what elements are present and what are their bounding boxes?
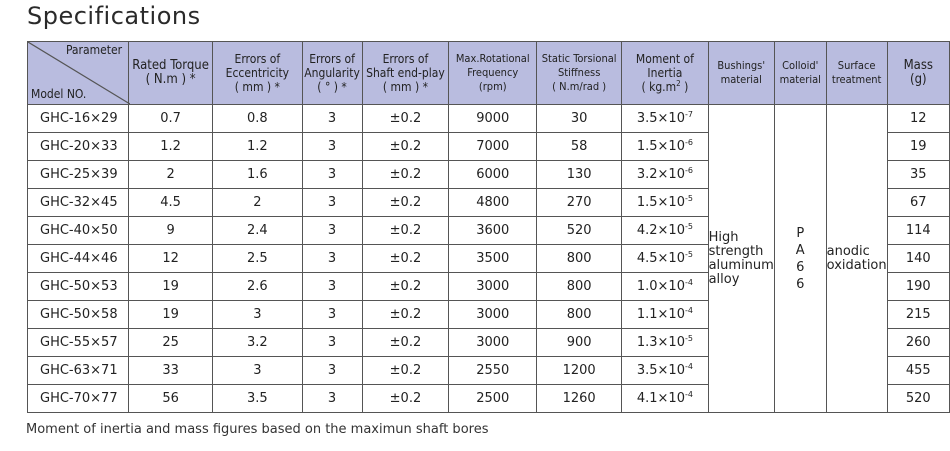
- eccentricity-cell: 2.4: [213, 217, 302, 245]
- header-rated-torque: Rated Torque ( N.m ) *: [129, 42, 213, 105]
- stiffness-cell: 520: [537, 217, 622, 245]
- stiffness-cell: 58: [537, 133, 622, 161]
- angularity-cell: 3: [302, 329, 362, 357]
- torque-cell: 56: [129, 385, 213, 413]
- end-play-cell: ±0.2: [362, 301, 449, 329]
- mass-cell: 190: [887, 273, 949, 301]
- header-shaft-end-play: Errors of Shaft end-play ( mm ) *: [362, 42, 449, 105]
- end-play-cell: ±0.2: [362, 189, 449, 217]
- frequency-cell: 2550: [449, 357, 537, 385]
- header-model-parameter: [28, 42, 129, 105]
- inertia-cell: $1.1\times 10^{-4}$: [622, 301, 708, 329]
- stiffness-cell: 1200: [537, 357, 622, 385]
- bushing-material-cell: High strength aluminum alloy: [708, 105, 774, 413]
- frequency-cell: 2500: [449, 385, 537, 413]
- angularity-cell: 3: [302, 105, 362, 133]
- header-angularity: Errors of Angularity ( ° ) *: [302, 42, 362, 105]
- eccentricity-cell: 3.2: [213, 329, 302, 357]
- frequency-cell: 3600: [449, 217, 537, 245]
- model-cell: GHC-25×39: [28, 161, 129, 189]
- eccentricity-cell: 3: [213, 301, 302, 329]
- model-cell: GHC-70×77: [28, 385, 129, 413]
- angularity-cell: 3: [302, 301, 362, 329]
- model-cell: GHC-40×50: [28, 217, 129, 245]
- inertia-cell: $1.3\times 10^{-5}$: [622, 329, 708, 357]
- eccentricity-cell: 1.2: [213, 133, 302, 161]
- mass-cell: 67: [887, 189, 949, 217]
- frequency-cell: 3000: [449, 301, 537, 329]
- header-stiffness: Static Torsional Stiffness ( N.m/rad ): [537, 42, 622, 105]
- model-cell: GHC-32×45: [28, 189, 129, 217]
- stiffness-cell: 800: [537, 273, 622, 301]
- inertia-cell: $1.0\times 10^{-4}$: [622, 273, 708, 301]
- end-play-cell: ±0.2: [362, 385, 449, 413]
- mass-cell: 35: [887, 161, 949, 189]
- model-cell: GHC-44×46: [28, 245, 129, 273]
- colloid-material-cell: P A 6 6: [774, 105, 826, 413]
- angularity-cell: 3: [302, 217, 362, 245]
- eccentricity-cell: 1.6: [213, 161, 302, 189]
- torque-cell: 1.2: [129, 133, 213, 161]
- frequency-cell: 9000: [449, 105, 537, 133]
- end-play-cell: ±0.2: [362, 273, 449, 301]
- stiffness-cell: 800: [537, 245, 622, 273]
- frequency-cell: 4800: [449, 189, 537, 217]
- angularity-cell: 3: [302, 357, 362, 385]
- mass-cell: 215: [887, 301, 949, 329]
- frequency-cell: 3500: [449, 245, 537, 273]
- frequency-cell: 3000: [449, 273, 537, 301]
- mass-cell: 455: [887, 357, 949, 385]
- stiffness-cell: 1260: [537, 385, 622, 413]
- stiffness-cell: 30: [537, 105, 622, 133]
- eccentricity-cell: 2.6: [213, 273, 302, 301]
- eccentricity-cell: 3.5: [213, 385, 302, 413]
- mass-cell: 520: [887, 385, 949, 413]
- footnote: Moment of inertia and mass figures based on the maximun shaft bores: [26, 422, 489, 437]
- header-parameter-label: Parameter: [65, 43, 123, 57]
- inertia-cell: $4.5\times 10^{-5}$: [622, 245, 708, 273]
- end-play-cell: ±0.2: [362, 329, 449, 357]
- frequency-cell: 7000: [449, 133, 537, 161]
- end-play-cell: ±0.2: [362, 245, 449, 273]
- model-cell: GHC-50×58: [28, 301, 129, 329]
- header-mass: Mass (g): [887, 42, 949, 105]
- page-title: Specifications: [27, 2, 201, 30]
- specifications-table: [27, 41, 950, 413]
- torque-cell: 19: [129, 273, 213, 301]
- model-cell: GHC-55×57: [28, 329, 129, 357]
- inertia-cell: $1.5\times 10^{-5}$: [622, 189, 708, 217]
- mass-cell: 140: [887, 245, 949, 273]
- inertia-cell: $4.1\times 10^{-4}$: [622, 385, 708, 413]
- mass-cell: 19: [887, 133, 949, 161]
- model-cell: GHC-16×29: [28, 105, 129, 133]
- model-cell: GHC-50×53: [28, 273, 129, 301]
- frequency-cell: 3000: [449, 329, 537, 357]
- header-eccentricity: Errors of Eccentricity ( mm ) *: [213, 42, 302, 105]
- inertia-cell: $3.2\times 10^{-6}$: [622, 161, 708, 189]
- angularity-cell: 3: [302, 385, 362, 413]
- mass-cell: 114: [887, 217, 949, 245]
- angularity-cell: 3: [302, 273, 362, 301]
- surface-treatment-cell: anodic oxidation: [826, 105, 887, 413]
- header-moment-of-inertia: Moment of Inertia ( $kg.m^2$ ): [622, 42, 708, 105]
- inertia-cell: $1.5\times 10^{-6}$: [622, 133, 708, 161]
- eccentricity-cell: 2.5: [213, 245, 302, 273]
- end-play-cell: ±0.2: [362, 133, 449, 161]
- model-cell: GHC-63×71: [28, 357, 129, 385]
- end-play-cell: ±0.2: [362, 161, 449, 189]
- angularity-cell: 3: [302, 189, 362, 217]
- inertia-cell: $3.5\times 10^{-4}$: [622, 357, 708, 385]
- mass-cell: 12: [887, 105, 949, 133]
- inertia-cell: $3.5\times 10^{-7}$: [622, 105, 708, 133]
- torque-cell: 9: [129, 217, 213, 245]
- end-play-cell: ±0.2: [362, 217, 449, 245]
- mass-cell: 260: [887, 329, 949, 357]
- inertia-cell: $4.2\times 10^{-5}$: [622, 217, 708, 245]
- header-bushings-material: Bushings' material: [708, 42, 774, 105]
- angularity-cell: 3: [302, 245, 362, 273]
- torque-cell: 2: [129, 161, 213, 189]
- torque-cell: 33: [129, 357, 213, 385]
- header-max-frequency: Max.Rotational Frequency (rpm): [449, 42, 537, 105]
- torque-cell: 0.7: [129, 105, 213, 133]
- stiffness-cell: 130: [537, 161, 622, 189]
- header-surface-treatment: Surface treatment: [826, 42, 887, 105]
- angularity-cell: 3: [302, 161, 362, 189]
- torque-cell: 4.5: [129, 189, 213, 217]
- torque-cell: 19: [129, 301, 213, 329]
- frequency-cell: 6000: [449, 161, 537, 189]
- table-row: [28, 105, 950, 133]
- header-row: [28, 42, 950, 105]
- torque-cell: 12: [129, 245, 213, 273]
- model-cell: GHC-20×33: [28, 133, 129, 161]
- eccentricity-cell: 2: [213, 189, 302, 217]
- end-play-cell: ±0.2: [362, 357, 449, 385]
- eccentricity-cell: 0.8: [213, 105, 302, 133]
- eccentricity-cell: 3: [213, 357, 302, 385]
- stiffness-cell: 900: [537, 329, 622, 357]
- angularity-cell: 3: [302, 133, 362, 161]
- header-model-label: Model NO.: [31, 87, 87, 101]
- header-colloid-material: Colloid' material: [774, 42, 826, 105]
- stiffness-cell: 800: [537, 301, 622, 329]
- end-play-cell: ±0.2: [362, 105, 449, 133]
- stiffness-cell: 270: [537, 189, 622, 217]
- torque-cell: 25: [129, 329, 213, 357]
